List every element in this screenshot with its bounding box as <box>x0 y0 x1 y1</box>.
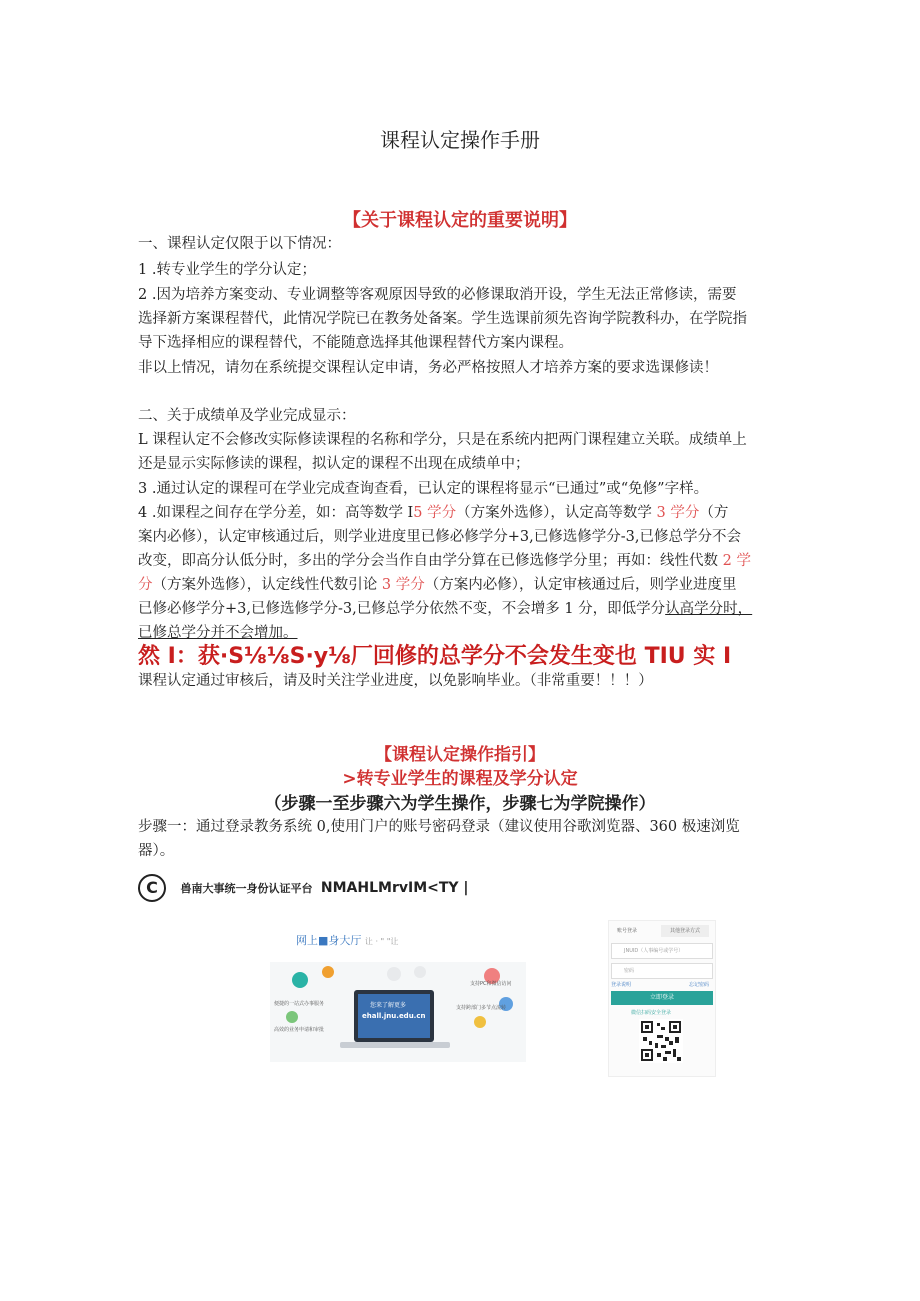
para-line-2: 还是显示实际修读的课程，拟认定的课程不出现在成绩单中； <box>138 456 530 472</box>
item-2-line-2: 选择新方案课程替代，此情况学院已在教务处备案。学生选课前须先咨询学院教科办，在学院指 <box>138 311 747 327</box>
item-2-line-1: 2 .因为培养方案变动、专业调整等客观原因导致的必修课取消开设，学生无法正常修读，需要 <box>138 287 737 303</box>
login-help-link[interactable]: 登录说明 <box>611 982 632 988</box>
garbled-summary-line: 然 I：获·S⅛⅛S·y⅛厂回修的总学分不会发生变也 TIU 实 I <box>138 644 732 669</box>
copyright-icon: C <box>138 874 166 902</box>
credit-highlight: 2 学 <box>722 553 751 569</box>
item-2-line-3: 导下选择相应的课程替代，不能随意选择其他课程替代方案内课程。 <box>138 335 573 351</box>
banner-center-label: 您来了解更多 <box>370 1002 407 1009</box>
forgot-password-link[interactable]: 忘记密码 <box>689 982 710 988</box>
text: （方案内必修），认定审核通过后，则学业进度里 <box>424 577 737 593</box>
underlined-text: 认高学分时， <box>665 601 753 617</box>
steps-note: （步骤一至步骤六为学生操作，步骤七为学院操作） <box>264 794 656 814</box>
wechat-login-label: 微信扫码安全登录 <box>631 1010 672 1016</box>
para-line-6 <box>138 549 751 573</box>
document-title: 课程认定操作手册 <box>380 128 540 152</box>
important-note: 课程认定通过审核后，请及时关注学业进度，以免影响毕业。（非常重要！！！） <box>138 673 653 689</box>
username-input[interactable]: JNUID（人事编号或学号） <box>611 943 713 959</box>
banner-url: ehall.jnu.edu.cn <box>362 1012 426 1020</box>
credit-highlight: 3 学分 <box>381 577 425 593</box>
text: 已修必修学分+3,已修选修学分-3,已修总学分依然不变，不会增多 1 分，即低学分 <box>138 601 666 617</box>
section-heading-important: 【关于课程认定的重要说明】 <box>343 210 577 231</box>
hall-title-text: 网上■身大厅 <box>296 934 362 947</box>
password-input[interactable]: 密码 <box>611 963 713 979</box>
hall-title <box>296 932 398 948</box>
guide-subheading: >转专业学生的课程及学分认定 <box>342 769 578 789</box>
para-line-3: 3 .通过认定的课程可在学业完成查询查看，已认定的课程将显示“已通过”或“免修”字样。 <box>138 481 709 497</box>
subheading-scope: 一、课程认定仅限于以下情况： <box>138 236 341 252</box>
para-line-4 <box>138 501 728 525</box>
item-1: 1 .转专业学生的学分认定； <box>138 262 316 278</box>
banner-feature: 高效的业务申请和审批 <box>274 1027 325 1033</box>
tab-other-login[interactable]: 其他登录方式 <box>661 925 709 937</box>
text: 4 .如课程之间存在学分差，如：高等数学 I <box>138 505 414 521</box>
para-line-9: 已修总学分并不会增加。 <box>138 625 298 641</box>
tab-account-login[interactable]: 账号登录 <box>617 928 638 934</box>
login-panel <box>608 920 716 1077</box>
banner-feature: 便捷的一站式办事服务 <box>274 1001 325 1007</box>
portal-header <box>138 874 469 902</box>
step-1-line-2: 器）。 <box>138 843 175 859</box>
login-button[interactable]: 立即登录 <box>611 991 713 1005</box>
portal-banner-image <box>270 962 526 1062</box>
portal-code: NMAHLMrvIM<TY | <box>320 880 469 896</box>
text: （方案外选修），认定线性代数引论 <box>152 577 378 593</box>
para-line-1: L 课程认定不会修改实际修读课程的名称和学分，只是在系统内把两门课程建立关联。成绩单上 <box>138 432 747 448</box>
qr-code-icon <box>639 1019 683 1063</box>
credit-highlight: 3 学分 <box>656 505 700 521</box>
hall-title-suffix: 让 · " "让 <box>364 937 399 946</box>
credit-highlight: 分 <box>138 577 153 593</box>
text: 改变，即高分认低分时，多出的学分会当作自由学分算在已修选修学分里；再如：线性代数 <box>138 553 718 569</box>
warning-text: 非以上情况，请勿在系统提交课程认定申请，务必严格按照人才培养方案的要求选课修读！ <box>138 360 718 376</box>
para-line-8 <box>138 597 752 621</box>
text: （方案外选修），认定高等数学 <box>456 505 652 521</box>
banner-feature: 支持跨部门多节点流转 <box>456 1005 507 1011</box>
para-line-5: 案内必修），认定审核通过后，则学业进度里已修必修学分+3,已修选修学分-3,已修总学分不会 <box>138 529 741 545</box>
text: （方 <box>699 505 729 521</box>
step-1-line-1: 步骤一：通过登录教务系统 0,使用门户的账号密码登录（建议使用谷歌浏览器、360 极速浏览 <box>138 819 740 835</box>
subheading-transcript: 二、关于成绩单及学业完成显示： <box>138 408 356 424</box>
para-line-7 <box>138 573 736 597</box>
portal-name: 兽南大事统一身份认证平台 <box>180 882 313 895</box>
banner-feature: 支持PC和微信访问 <box>470 981 512 987</box>
section-heading-guide: 【课程认定操作指引】 <box>375 745 545 765</box>
credit-highlight: 5 学分 <box>413 505 457 521</box>
